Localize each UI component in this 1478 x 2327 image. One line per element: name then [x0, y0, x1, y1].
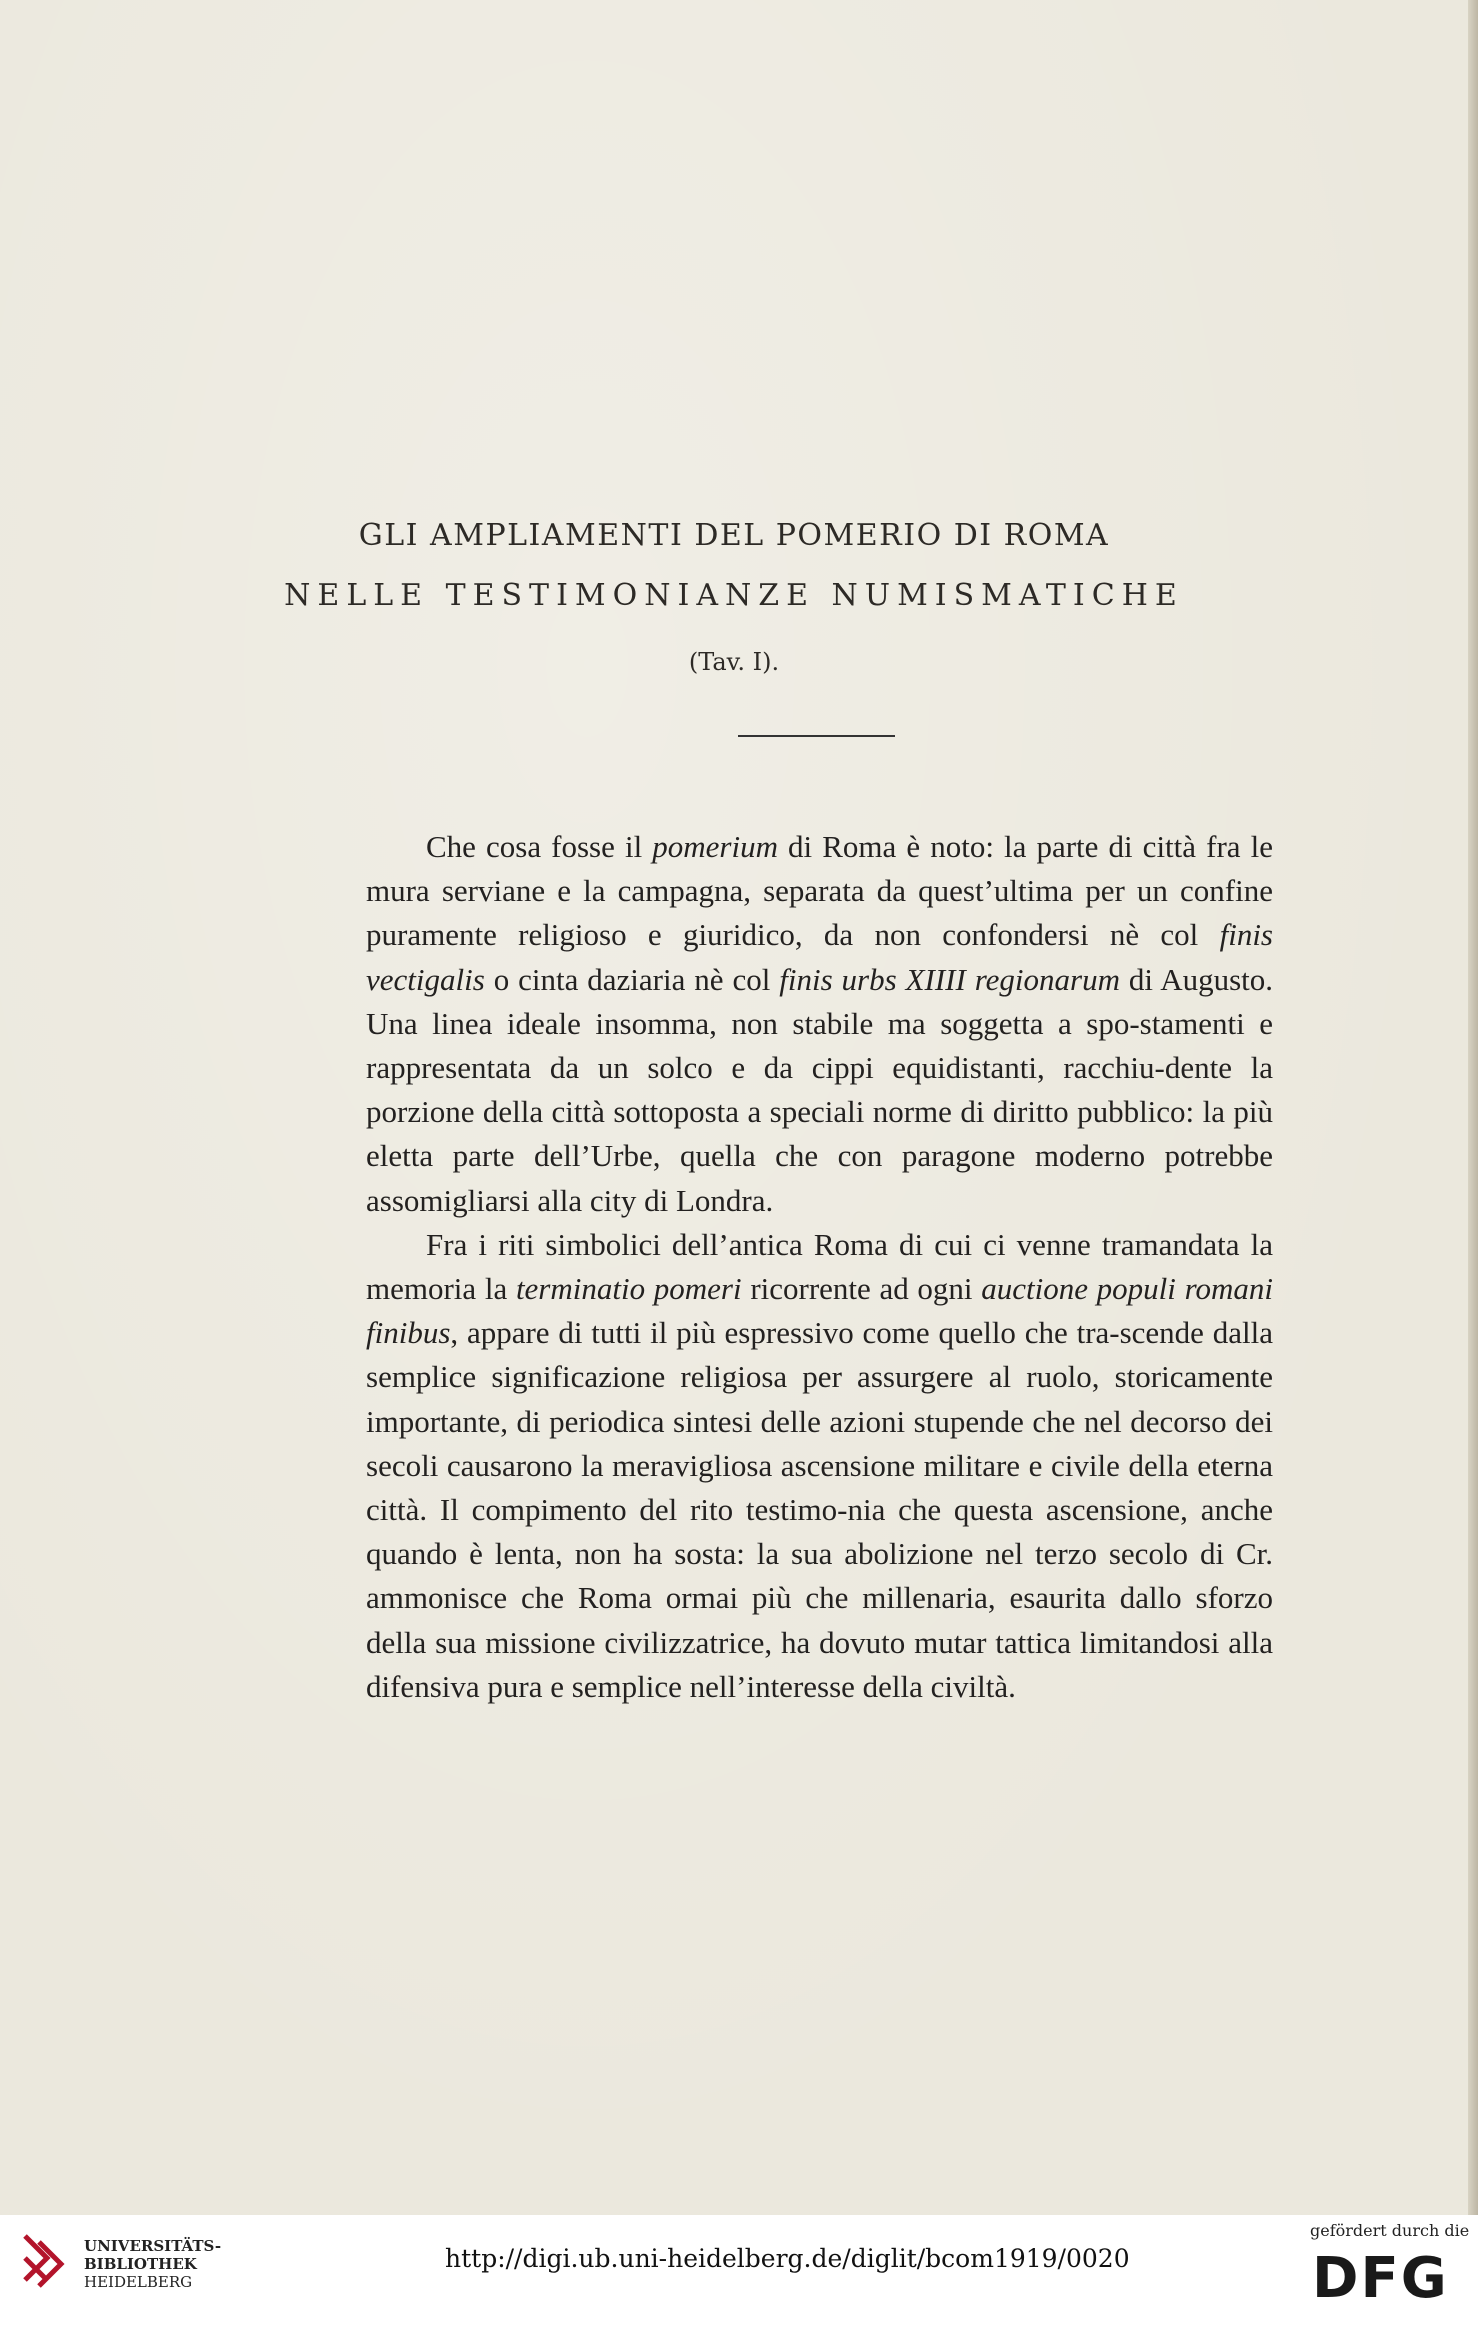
text-run: di Augusto. Una linea ideale insomma, non stabile ma soggetta a spo-stamenti e rappresentata da un solco e da cippi equidistanti, racchiu-dente la porzione della città sottoposta a speciali norme di diritto pubblico: la più eletta parte dell’Urbe, quella che con paragone moderno potrebbe assomigliarsi alla city di Londra. — [366, 961, 1274, 1218]
italic-term: pomerium — [652, 829, 778, 864]
text-run: Che cosa fosse il — [426, 829, 653, 864]
funding-label: gefördert durch die — [1310, 2221, 1470, 2240]
text-run: Fra i riti simbolici dell’antica Roma di cui ci venne tramandata la memoria la — [366, 1226, 1273, 1307]
paragraph-2 — [366, 1223, 1273, 1709]
italic-term: terminatio pomeri — [515, 1271, 742, 1307]
article-title-line-2: NELLE TESTIMONIANZE NUMISMATICHE — [284, 578, 1184, 613]
text-run: , appare di tutti il più espressivo come quello che tra-scende dalla semplice significazione religiosa per assurgere al ruolo, storicamente importante, di periodica sintesi delle azioni stupende che nel decorso dei secoli causarono la meravigliosa ascensione militare e civile della eterna città. Il compimento del rito testimo-nia che questa ascensione, anche quando è lenta, non ha sosta: la sua abolizione nel terzo secolo di Cr. ammonisce che Roma ormai più che millenaria, esaurita dallo sforzo della sua missione civilizzatrice, ha dovuto mutar tattica limitandosi alla difensiva pura e semplice nell’interesse della civiltà. — [366, 1315, 1273, 1704]
italic-term: finis vectigalis — [366, 917, 1273, 997]
library-name — [84, 2237, 221, 2291]
text-run: o cinta daziaria nè col — [484, 961, 780, 997]
article-body — [366, 825, 1273, 1709]
dfg-logo: DFG — [1312, 2246, 1449, 2311]
article-title-line-1: GLI AMPLIAMENTI DEL POMERIO DI ROMA — [358, 518, 1110, 553]
text-run: di Roma è noto: la parte di città fra le mura serviane e la campagna, separata da quest’ultima per un confine puramente religioso e giuridico, da non confondersi nè col — [366, 829, 1273, 953]
italic-term: auctione populi romani finibus — [366, 1271, 1273, 1351]
page-edge-shadow — [1468, 0, 1478, 2215]
plate-reference: (Tav. I). — [688, 648, 780, 676]
title-divider — [738, 735, 895, 737]
library-name-line: BIBLIOTHEK — [84, 2255, 197, 2273]
permalink-url[interactable]: http://digi.ub.uni-heidelberg.de/diglit/bcom1919/0020 — [445, 2244, 1130, 2273]
library-name-line: HEIDELBERG — [84, 2273, 193, 2291]
text-run: ricorrente ad ogni — [741, 1271, 982, 1307]
paragraph-1 — [366, 825, 1273, 1223]
library-logo-icon — [17, 2228, 75, 2298]
italic-term: finis urbs XIIII regionarum — [779, 961, 1120, 997]
library-name-line: UNIVERSITÄTS- — [84, 2237, 222, 2255]
